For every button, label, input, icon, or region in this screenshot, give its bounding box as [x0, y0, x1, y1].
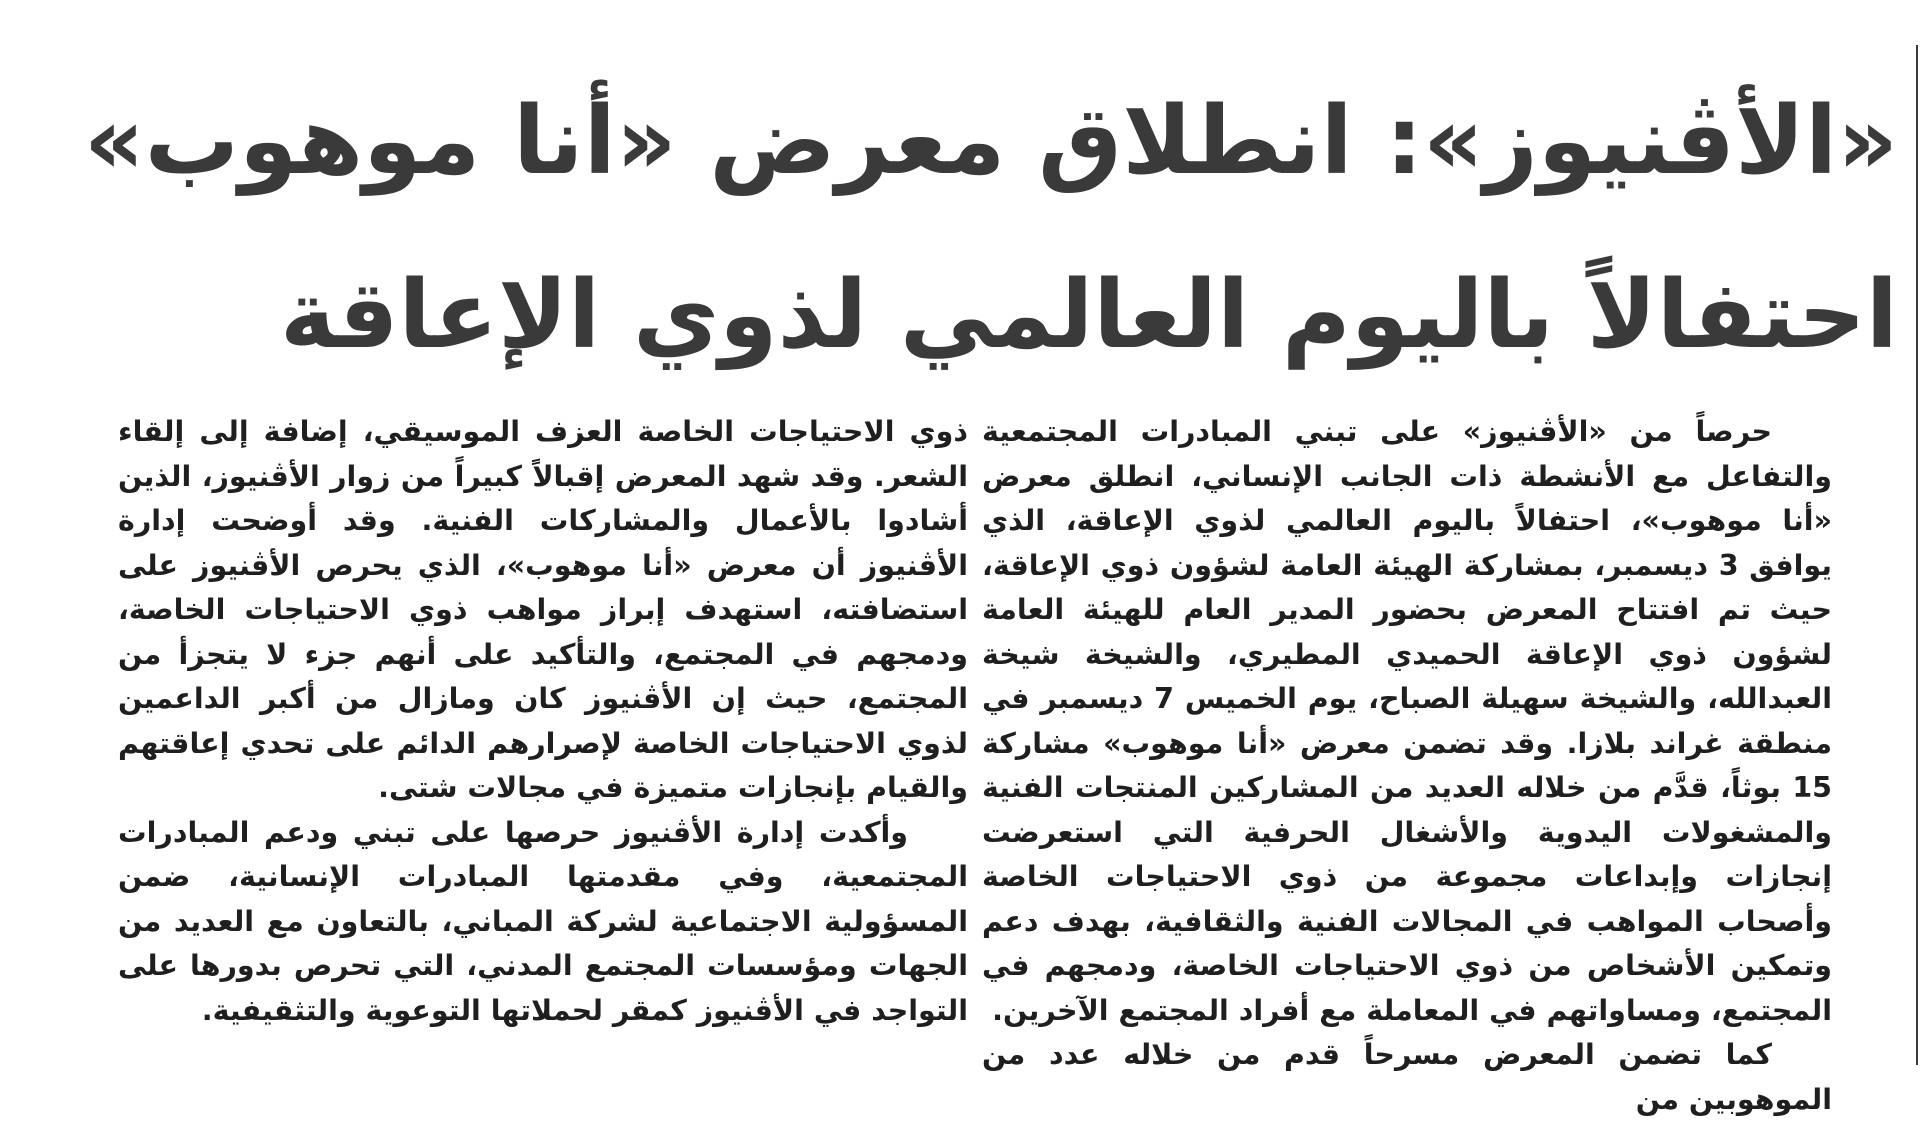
paragraph: وأكدت إدارة الأڤنيوز حرصها على تبني ودعم المبادرات المجتمعية، وفي مقدمتها المبادرات الإنسانية، ضمن المسؤولية الاجتماعية لشركة المباني، بالتعاون مع العديد من الجهات ومؤسسات المجتمع المدني، التي تحرص بدورها على التواجد في الأڤنيوز كمقر لحملاتها التوعوية والتثقيفية. [118, 815, 968, 1027]
column-edge-rule [1916, 45, 1918, 1065]
paragraph: كما تضمن المعرض مسرحاً قدم من خلاله عدد من الموهوبين من [982, 1038, 1832, 1116]
article-column-left [118, 410, 968, 1033]
headline-line-1: «الأڤنيوز»: انطلاق معرض «أنا موهوب» [83, 87, 1898, 196]
paragraph: ذوي الاحتياجات الخاصة العزف الموسيقي، إضافة إلى إلقاء الشعر. وقد شهد المعرض إقبالاً كبيراً من زوار الأڤنيوز، الذين أشادوا بالأعمال والمشاركات الفنية. وقد أوضحت إدارة الأڤنيوز أن معرض «أنا موهوب»، الذي يحرص الأڤنيوز على استضافته، استهدف إبراز مواهب ذوي الاحتياجات الخاصة، ودمجهم في المجتمع، والتأكيد على أنهم جزء لا يتجزأ من المجتمع، حيث إن الأڤنيوز كان ومازال من أكبر الداعمين لذوي الاحتياجات الخاصة لإصرارهم الدائم على تحدي إعاقتهم والقيام بإنجازات متميزة في مجالات شتى. [118, 415, 968, 804]
headline-line-2: احتفالاً باليوم العالمي لذوي الإعاقة [279, 261, 1898, 370]
article-column-right [982, 410, 1832, 1122]
paragraph: حرصاً من «الأڤنيوز» على تبني المبادرات المجتمعية والتفاعل مع الأنشطة ذات الجانب الإنساني، انطلق معرض «أنا موهوب»، احتفالاً باليوم العالمي لذوي الإعاقة، الذي يوافق 3 ديسمبر، بمشاركة الهيئة العامة لشؤون ذوي الإعاقة، حيث تم افتتاح المعرض بحضور المدير العام للهيئة العامة لشؤون ذوي الإعاقة الحميدي المطيري، والشيخة شيخة العبدالله، والشيخة سهيلة الصباح، يوم الخميس 7 ديسمبر في منطقة غراند بلازا. وقد تضمن معرض «أنا موهوب» مشاركة 15 بوثاً، قدَّم من خلاله العديد من المشاركين المنتجات الفنية والمشغولات اليدوية والأشغال الحرفية التي استعرضت إنجازات وإبداعات مجموعة من ذوي الاحتياجات الخاصة وأصحاب المواهب في المجالات الفنية والثقافية، بهدف دعم وتمكين الأشخاص من ذوي الاحتياجات الخاصة، ودمجهم في المجتمع، ومساواتهم في المعاملة مع أفراد المجتمع الآخرين. [982, 415, 1832, 1027]
article-headline [38, 55, 1898, 403]
